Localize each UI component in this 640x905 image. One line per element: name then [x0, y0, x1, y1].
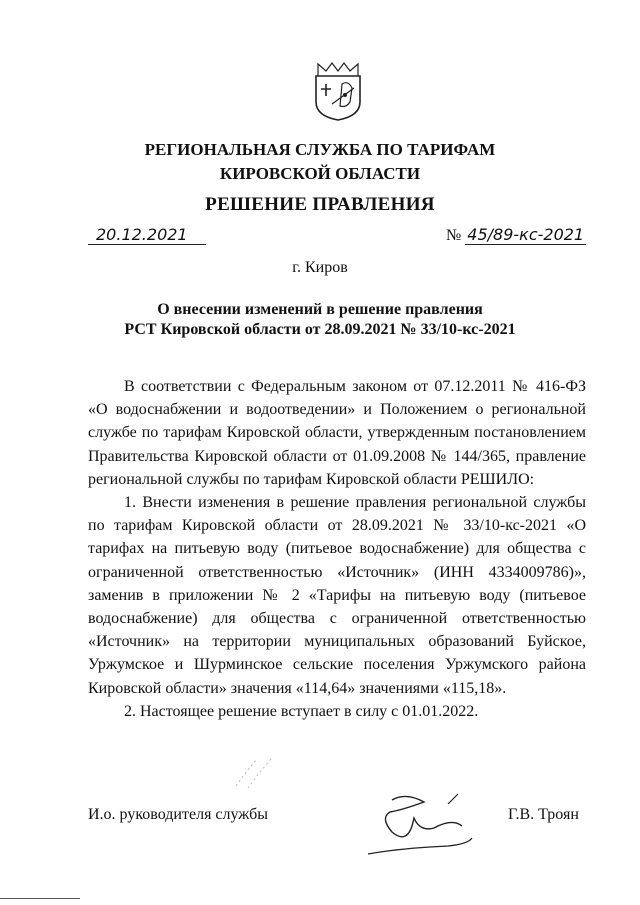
subject-line2: РСТ Кировской области от 28.09.2021 № 33/10-кс-2021 [124, 321, 516, 338]
subject-line1: О внесении изменений в решение правления [157, 301, 483, 318]
coat-of-arms-icon [312, 62, 364, 122]
handwritten-signature [362, 788, 482, 863]
number-sign: № [446, 227, 462, 244]
document-date: 20.12.2021 [88, 226, 206, 245]
document-subject [0, 300, 640, 340]
document-body [88, 375, 586, 723]
organization-name [0, 138, 640, 186]
page-edge-mark [0, 898, 80, 899]
organization-name-line1: РЕГИОНАЛЬНАЯ СЛУЖБА ПО ТАРИФАМ [144, 140, 496, 159]
clause-2-paragraph: 2. Настоящее решение вступает в силу с 01.01.2022. [124, 702, 479, 720]
document-number [446, 226, 586, 245]
document-type: РЕШЕНИЕ ПРАВЛЕНИЯ [205, 194, 435, 215]
city: г. Киров [292, 259, 348, 276]
signatory-position: И.о. руководителя службы [88, 806, 269, 823]
clause-1-paragraph: 1. Внести изменения в решение правления региональной службы по тарифам Кировской области от 28.09.2021 № 33/10-кс-2021 «О тарифах на питьевую воду (питьевое водоснабжение) для общества с ограниченной ответственностью «Источник» (ИНН 4334009786)», заменив в приложении № 2 «Тарифы на питьевую воду (питьевое водоснабжение) для общества с ограниченной ответственностью «Источник» на территории муниципальных образований Буйское, Уржумское и Шурминское сельские поселения Уржумского района Кировской области» значения «114,64» значениями «115,18». [88, 494, 586, 697]
preamble-paragraph: В соответствии с Федеральным законом от 07.12.2011 № 416-ФЗ «О водоснабжении и водоотведении» и Положением о региональной службе по тарифам Кировской области, утвержденным постановлением Правительства Кировской области от 01.09.2008 № 144/365, правление региональной службы по тарифам Кировской области РЕШИЛО: [88, 378, 586, 488]
organization-name-line2: КИРОВСКОЙ ОБЛАСТИ [219, 164, 421, 183]
number-value: 45/89-кс-2021 [467, 225, 585, 244]
faint-stamp-mark [232, 752, 280, 792]
signatory-name: Г.В. Троян [508, 806, 579, 823]
